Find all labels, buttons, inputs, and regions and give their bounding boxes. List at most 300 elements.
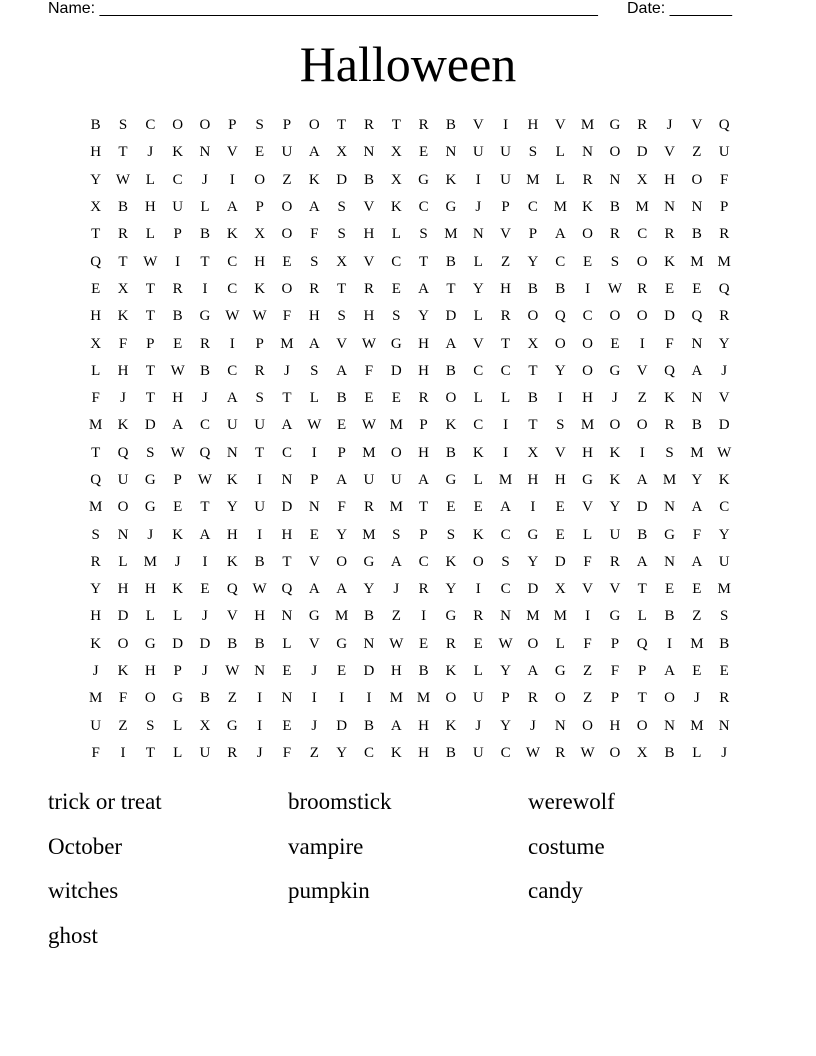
grid-letter: R [117,226,128,243]
grid-letter: Y [445,581,457,598]
grid-letter: A [336,362,348,379]
grid-letter: E [692,280,702,297]
grid-letter: W [252,581,267,598]
grid-letter: X [336,253,348,270]
grid-letter: E [664,280,675,297]
grid-letter: M [580,417,595,434]
grid-letter: S [310,362,319,379]
grid-letter: H [418,444,430,461]
grid-letter: O [445,390,457,407]
grid-letter: S [610,253,620,270]
date-field[interactable]: Date: _______ [627,0,732,17]
grid-letter: C [391,253,402,270]
grid-letter: X [336,144,348,161]
grid-letter: L [118,553,128,570]
grid-letter: U [90,717,102,734]
grid-letter: N [664,499,675,516]
grid-letter: U [500,144,511,161]
grid-letter: V [363,199,375,216]
grid-letter: A [527,663,539,680]
grid-letter: H [117,581,129,598]
grid-letter: A [445,335,457,352]
grid-letter: H [582,444,593,461]
grid-letter: F [91,744,100,761]
grid-letter: Z [692,144,702,161]
grid-row [82,521,738,548]
grid-letter: H [363,308,375,325]
grid-letter: G [336,635,348,652]
grid-letter: Y [718,335,730,352]
grid-letter: B [637,526,648,543]
grid-letter: N [281,472,293,488]
grid-letter: S [720,608,729,625]
grid-letter: W [580,744,595,761]
grid-letter: P [528,226,538,243]
grid-row [82,112,738,139]
grid-row [82,713,738,740]
grid-letter: A [691,362,703,379]
grid-letter: C [500,526,511,543]
grid-letter: V [308,553,320,570]
grid-letter: X [554,581,566,598]
grid-letter: A [308,335,320,352]
grid-letter: N [117,526,129,543]
grid-letter: Z [582,663,593,680]
grid-letter: M [635,199,649,216]
grid-letter: N [609,171,621,188]
grid-letter: O [636,308,648,325]
grid-letter: A [418,472,430,488]
grid-letter: H [664,171,675,188]
grid-letter: B [254,635,265,652]
grid-row [82,494,738,521]
grid-letter: F [583,553,592,570]
grid-letter: Z [391,608,401,625]
grid-letter: S [392,526,401,543]
grid-letter: N [363,635,375,652]
grid-letter: C [527,199,538,216]
grid-letter: H [254,253,266,270]
grid-letter: G [609,362,621,379]
grid-letter: I [557,390,563,407]
grid-letter: K [609,472,621,488]
grid-letter: J [693,690,700,707]
grid-letter: V [363,253,375,270]
grid-letter: I [202,280,208,297]
grid-letter: B [527,280,538,297]
grid-letter: J [311,717,318,734]
grid-letter: S [528,144,538,161]
grid-letter: T [337,280,347,297]
grid-letter: S [255,390,264,407]
grid-letter: K [472,526,484,543]
grid-letter: L [473,472,483,488]
grid-letter: D [117,608,129,625]
grid-letter: O [636,253,648,270]
grid-letter: B [199,690,210,707]
word-list-item: vampire [288,833,364,859]
grid-letter: R [609,226,620,243]
grid-letter: B [363,171,374,188]
grid-letter: S [337,199,346,216]
grid-letter: J [721,744,728,761]
grid-letter: F [282,308,292,325]
grid-letter: P [146,335,155,352]
grid-letter: U [281,144,293,161]
grid-letter: W [170,362,185,379]
grid-letter: X [90,199,102,216]
grid-letter: L [555,635,565,652]
grid-letter: G [390,335,402,352]
grid-letter: M [690,444,704,461]
grid-letter: N [308,499,320,516]
grid-letter: B [363,608,374,625]
grid-letter: R [309,280,320,297]
grid-letter: I [585,608,591,625]
grid-letter: D [172,635,184,652]
grid-letter: D [199,635,211,652]
grid-letter: Q [226,581,238,598]
grid-letter: J [721,362,728,379]
grid-letter: B [363,717,374,734]
grid-letter: V [472,117,484,134]
grid-letter: J [202,663,208,680]
grid-letter: P [173,472,182,488]
grid-letter: S [665,444,674,461]
grid-letter: P [337,444,346,461]
grid-letter: Q [90,472,102,488]
grid-letter: E [173,499,183,516]
grid-letter: O [582,362,593,379]
grid-letter: N [691,335,703,352]
grid-letter: O [691,171,703,188]
grid-letter: H [527,117,539,134]
grid-letter: M [553,608,567,625]
grid-letter: P [419,417,428,434]
grid-letter: L [145,226,155,243]
grid-letter: J [311,663,318,680]
grid-letter: E [337,663,347,680]
name-field[interactable]: Name: ________________________________________________________ [48,0,598,17]
grid-letter: G [144,635,156,652]
grid-letter: K [445,717,457,734]
grid-letter: I [503,444,509,461]
grid-letter: C [473,362,484,379]
grid-letter: O [254,171,266,188]
grid-letter: K [172,581,184,598]
grid-letter: M [662,472,677,488]
grid-letter: B [445,117,456,134]
grid-letter: Q [691,308,703,325]
grid-letter: A [636,472,648,488]
grid-letter: L [555,171,565,188]
grid-letter: A [308,144,320,161]
grid-letter: A [418,280,430,297]
grid-letter: E [473,635,483,652]
grid-letter: G [445,472,457,488]
grid-letter: M [690,717,704,734]
grid-letter: O [609,417,621,434]
grid-letter: U [226,417,238,434]
grid-letter: V [691,117,703,134]
grid-letter: I [503,117,509,134]
grid-letter: D [445,308,457,325]
grid-letter: I [311,690,317,707]
grid-letter: W [307,417,322,434]
grid-row [82,412,738,439]
grid-letter: T [419,499,429,516]
grid-letter: L [473,308,483,325]
grid-letter: H [254,608,266,625]
grid-letter: W [525,744,540,761]
grid-letter: S [501,553,510,570]
grid-letter: K [445,663,457,680]
grid-letter: V [554,444,566,461]
grid-letter: P [310,472,319,488]
grid-letter: O [609,308,621,325]
grid-letter: K [226,472,238,488]
grid-letter: M [389,499,403,516]
grid-letter: V [636,362,648,379]
grid-letter: C [199,417,210,434]
grid-letter: A [226,199,238,216]
grid-letter: S [91,526,100,543]
grid-letter: X [636,171,648,188]
grid-letter: T [501,335,511,352]
grid-letter: E [419,144,429,161]
grid-row [82,358,738,385]
grid-letter: N [199,144,211,161]
grid-letter: D [144,417,156,434]
grid-letter: D [554,553,566,570]
grid-letter: Y [336,526,348,543]
grid-letter: G [609,608,621,625]
grid-letter: N [500,608,511,625]
grid-letter: J [120,390,126,407]
grid-letter: A [500,499,511,516]
grid-letter: R [609,553,620,570]
grid-letter: M [88,499,103,516]
grid-letter: J [174,553,181,570]
grid-letter: G [445,199,457,216]
grid-row [82,658,738,685]
grid-letter: T [282,390,292,407]
grid-letter: L [692,744,702,761]
grid-letter: G [363,553,375,570]
grid-letter: N [718,717,730,734]
grid-letter: L [473,253,483,270]
grid-letter: T [282,553,292,570]
grid-letter: O [582,335,593,352]
word-list-item: witches [48,878,119,903]
grid-row [82,194,738,221]
grid-letter: M [717,581,731,598]
grid-letter: J [666,117,673,134]
grid-letter: Y [90,171,102,188]
grid-letter: Q [664,362,675,379]
grid-letter: U [472,744,484,761]
grid-letter: N [254,663,266,680]
grid-row [82,685,738,712]
grid-letter: M [526,608,540,625]
grid-letter: P [720,199,729,216]
grid-letter: R [664,226,675,243]
grid-letter: H [500,280,511,297]
grid-letter: H [172,390,184,407]
grid-letter: M [416,690,431,707]
grid-letter: S [419,226,428,243]
grid-letter: G [199,308,211,325]
grid-letter: W [143,253,158,270]
grid-letter: E [610,335,620,352]
grid-letter: A [664,663,675,680]
grid-letter: Q [636,635,648,652]
grid-letter: D [527,581,539,598]
grid-letter: V [582,581,593,598]
grid-letter: O [636,417,648,434]
grid-letter: B [691,226,702,243]
grid-letter: K [308,171,320,188]
grid-letter: N [582,144,593,161]
grid-letter: A [336,472,348,488]
grid-letter: K [445,171,457,188]
grid-letter: I [120,744,126,761]
grid-letter: R [363,499,374,516]
grid-letter: M [143,553,157,570]
grid-letter: H [554,472,566,488]
grid-letter: I [257,526,263,543]
grid-letter: T [528,417,538,434]
grid-letter: T [391,117,401,134]
grid-letter: A [199,526,211,543]
grid-letter: L [582,526,593,543]
grid-letter: H [582,390,593,407]
grid-letter: B [445,444,456,461]
grid-letter: J [256,744,263,761]
grid-letter: W [498,635,513,652]
grid-letter: W [170,444,185,461]
word-list-item: broomstick [288,789,392,814]
grid-letter: J [393,581,400,598]
grid-letter: Z [227,690,237,707]
grid-letter: D [664,308,675,325]
grid-letter: O [281,226,293,243]
grid-letter: P [610,635,620,652]
grid-letter: E [391,280,401,297]
grid-letter: H [144,199,156,216]
grid-letter: R [582,171,593,188]
grid-letter: T [145,744,155,761]
grid-row [82,549,738,576]
grid-letter: T [528,362,538,379]
grid-letter: O [390,444,402,461]
grid-letter: P [501,690,510,707]
grid-letter: O [554,335,566,352]
grid-letter: M [498,472,513,488]
grid-letter: Z [637,390,647,407]
grid-letter: B [90,117,101,134]
grid-letter: F [337,499,346,516]
grid-letter: H [226,526,238,543]
grid-row [82,603,738,630]
grid-letter: U [390,472,402,488]
grid-letter: B [117,199,128,216]
grid-letter: N [664,717,675,734]
grid-letter: L [173,608,183,625]
grid-letter: E [719,663,729,680]
grid-letter: O [527,308,539,325]
grid-letter: O [609,144,621,161]
grid-letter: R [719,308,730,325]
grid-letter: C [363,744,374,761]
grid-letter: K [226,226,238,243]
grid-letter: T [145,362,155,379]
grid-letter: L [173,717,183,734]
grid-letter: E [200,581,210,598]
grid-letter: U [472,690,484,707]
grid-letter: H [90,608,102,625]
grid-letter: I [257,472,263,488]
grid-letter: N [554,717,566,734]
grid-letter: D [636,144,648,161]
grid-letter: K [117,663,129,680]
grid-letter: B [719,635,730,652]
grid-letter: S [255,117,264,134]
grid-letter: C [500,744,511,761]
grid-letter: L [473,663,483,680]
grid-letter: E [282,253,292,270]
grid-letter: G [554,663,566,680]
grid-letter: T [637,581,647,598]
grid-letter: C [582,308,593,325]
grid-letter: R [637,117,648,134]
grid-row [82,740,738,767]
grid-letter: B [691,417,702,434]
grid-letter: Q [718,117,730,134]
grid-letter: Y [472,280,484,297]
grid-letter: V [609,581,621,598]
grid-letter: O [117,635,129,652]
grid-letter: S [446,526,456,543]
grid-letter: U [718,553,730,570]
grid-letter: I [667,635,673,652]
grid-letter: K [172,526,184,543]
grid-letter: H [117,362,129,379]
grid-letter: N [281,608,293,625]
grid-letter: T [200,253,210,270]
grid-letter: F [282,744,292,761]
word-list-item: pumpkin [288,878,370,903]
grid-letter: B [199,362,210,379]
grid-letter: E [391,390,401,407]
grid-letter: X [199,717,211,734]
grid-letter: G [172,690,184,707]
grid-letter: J [202,171,208,188]
grid-letter: D [336,171,348,188]
grid-letter: G [664,526,675,543]
grid-letter: L [555,144,565,161]
grid-letter: E [446,499,456,516]
grid-letter: R [445,635,456,652]
grid-letter: E [555,526,565,543]
grid-letter: B [609,199,620,216]
grid-letter: T [91,444,101,461]
grid-letter: V [554,117,566,134]
grid-letter: M [362,526,376,543]
grid-letter: U [472,144,484,161]
grid-letter: E [282,663,292,680]
grid-letter: U [609,526,621,543]
